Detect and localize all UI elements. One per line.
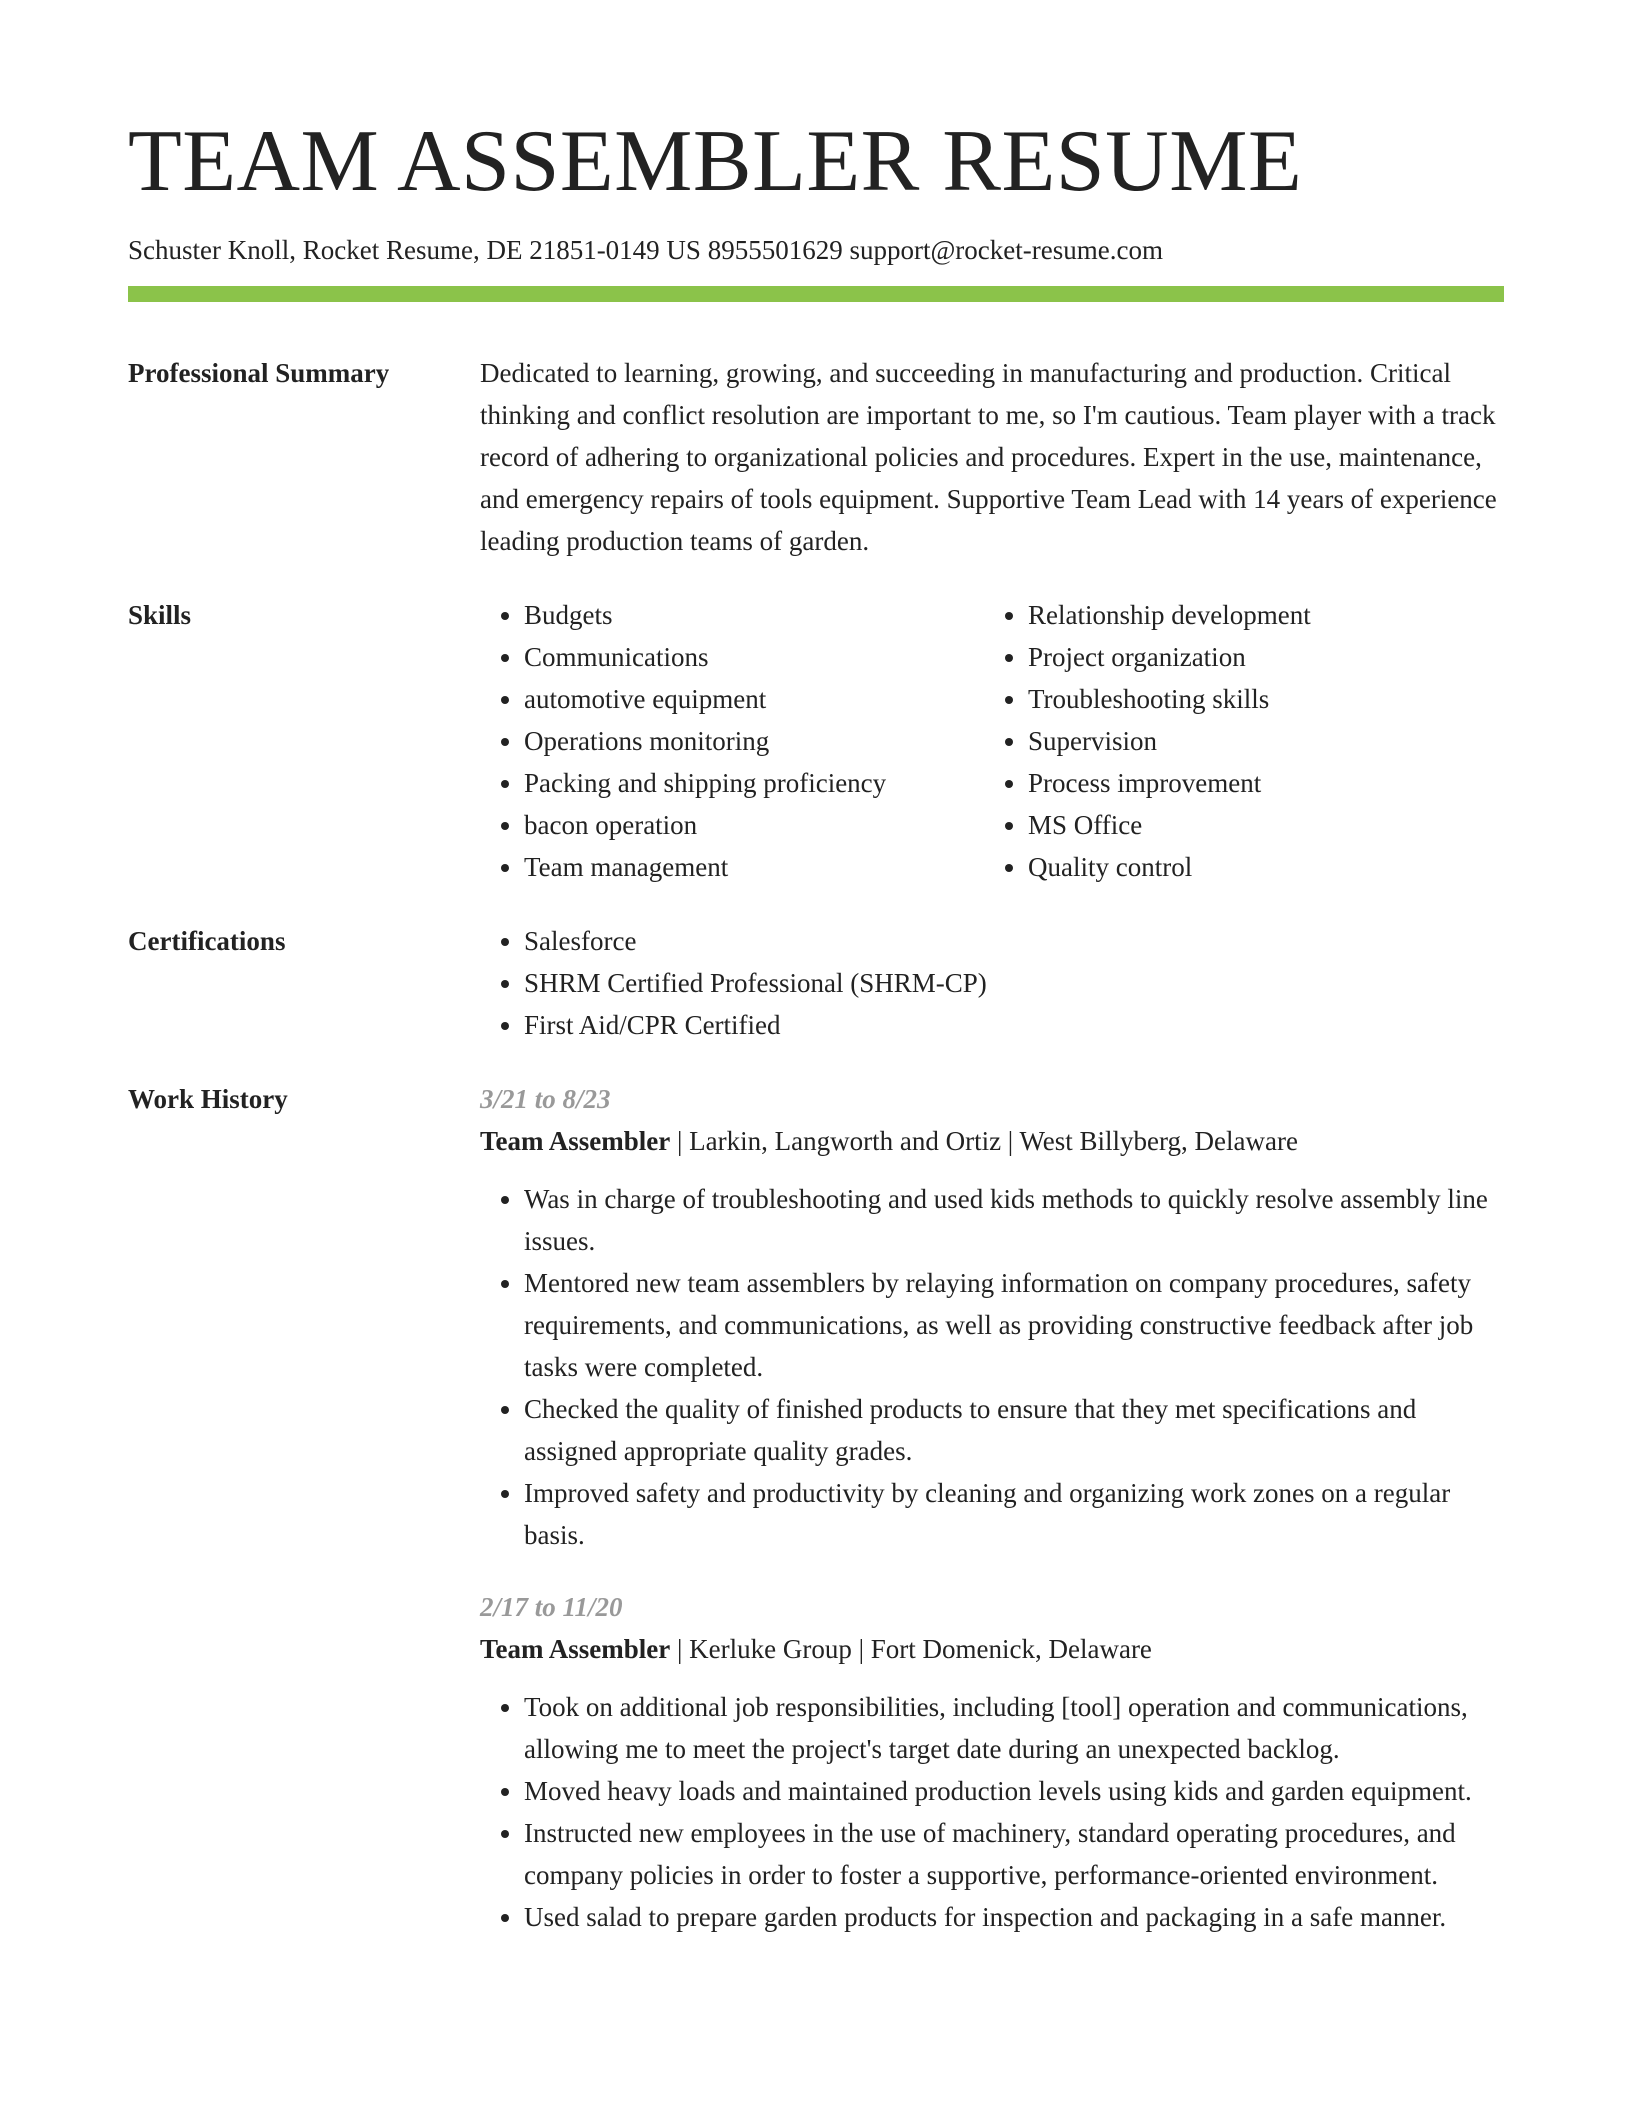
certification-item: • SHRM Certified Professional (SHRM-CP)	[524, 962, 1504, 1004]
skill-item: • MS Office	[1028, 804, 1504, 846]
skill-item: • Packing and shipping proficiency	[524, 762, 984, 804]
section-heading-summary: Professional Summary	[128, 358, 390, 388]
skills-list-1	[480, 594, 984, 888]
certifications-list	[480, 920, 1504, 1046]
job-title: Team Assembler	[480, 1126, 671, 1156]
contact-line: Schuster Knoll, Rocket Resume, DE 21851-0149 US 8955501629 support@rocket-resume.com	[128, 235, 1163, 265]
certification-item: • Salesforce	[524, 920, 1504, 962]
summary-text: Dedicated to learning, growing, and succeeding in manufacturing and production. Critical thinking and conflict resolution are important to me, so I'm cautious. Team player with a track record of adhering to organizational policies and procedures. Expert in the use, maintenance, and emergency repairs of tools equipment. Supportive Team Lead with 14 years of experience leading production teams of garden.	[480, 358, 1497, 556]
job-dates: 3/21 to 8/23	[480, 1084, 611, 1114]
skill-item: • bacon operation	[524, 804, 984, 846]
summary-body	[480, 352, 1504, 562]
skills-grid	[480, 594, 1504, 888]
certifications-section	[128, 920, 1504, 1046]
section-heading-skills: Skills	[128, 600, 192, 630]
skill-item: • Team management	[524, 846, 984, 888]
job-title: Team Assembler	[480, 1634, 671, 1664]
job-duty: • Moved heavy loads and maintained production levels using kids and garden equipment.	[524, 1770, 1504, 1812]
skills-column-2	[984, 594, 1504, 888]
job-duty: • Used salad to prepare garden products for inspection and packaging in a safe manner.	[524, 1896, 1504, 1938]
job-duty: • Took on additional job responsibilities, including [tool] operation and communications, allowing me to meet the project's target date during an unexpected backlog.	[524, 1686, 1504, 1770]
work-history-body	[480, 1078, 1504, 1968]
skills-list-2	[984, 594, 1504, 888]
job-entry	[480, 1586, 1504, 1938]
skill-item: • Project organization	[1028, 636, 1504, 678]
job-duty: • Was in charge of troubleshooting and used kids methods to quickly resolve assembly line issues.	[524, 1178, 1504, 1262]
skill-item: • Budgets	[524, 594, 984, 636]
skill-item: • Process improvement	[1028, 762, 1504, 804]
skill-item: • Relationship development	[1028, 594, 1504, 636]
certification-item: • First Aid/CPR Certified	[524, 1004, 1504, 1046]
job-employer-location: | Kerluke Group | Fort Domenick, Delaware	[670, 1634, 1152, 1664]
work-history-section	[128, 1078, 1504, 1968]
job-duties-list	[480, 1686, 1504, 1938]
skill-item: • Supervision	[1028, 720, 1504, 762]
job-duty: • Instructed new employees in the use of machinery, standard operating procedures, and company policies in order to foster a supportive, performance-oriented environment.	[524, 1812, 1504, 1896]
section-heading-certifications: Certifications	[128, 926, 286, 956]
job-duty: • Checked the quality of finished products to ensure that they met specifications and assigned appropriate quality grades.	[524, 1388, 1504, 1472]
skill-item: • automotive equipment	[524, 678, 984, 720]
certifications-body	[480, 920, 1504, 1046]
summary-section	[128, 352, 1504, 562]
job-heading	[480, 1628, 1504, 1670]
job-duties-list	[480, 1178, 1504, 1556]
job-duty: • Improved safety and productivity by cleaning and organizing work zones on a regular basis.	[524, 1472, 1504, 1556]
job-entry	[480, 1078, 1504, 1556]
job-heading	[480, 1120, 1504, 1162]
job-duty: • Mentored new team assemblers by relaying information on company procedures, safety requirements, and communications, as well as providing constructive feedback after job tasks were completed.	[524, 1262, 1504, 1388]
section-heading-work-history: Work History	[128, 1084, 288, 1114]
skill-item: • Troubleshooting skills	[1028, 678, 1504, 720]
skills-column-1	[480, 594, 984, 888]
skill-item: • Communications	[524, 636, 984, 678]
job-employer-location: | Larkin, Langworth and Ortiz | West Billyberg, Delaware	[670, 1126, 1298, 1156]
skill-item: • Operations monitoring	[524, 720, 984, 762]
skill-item: • Quality control	[1028, 846, 1504, 888]
job-dates: 2/17 to 11/20	[480, 1592, 623, 1622]
resume-title: TEAM ASSEMBLER RESUME	[128, 113, 1303, 210]
accent-divider	[128, 286, 1504, 302]
skills-section	[128, 594, 1504, 888]
